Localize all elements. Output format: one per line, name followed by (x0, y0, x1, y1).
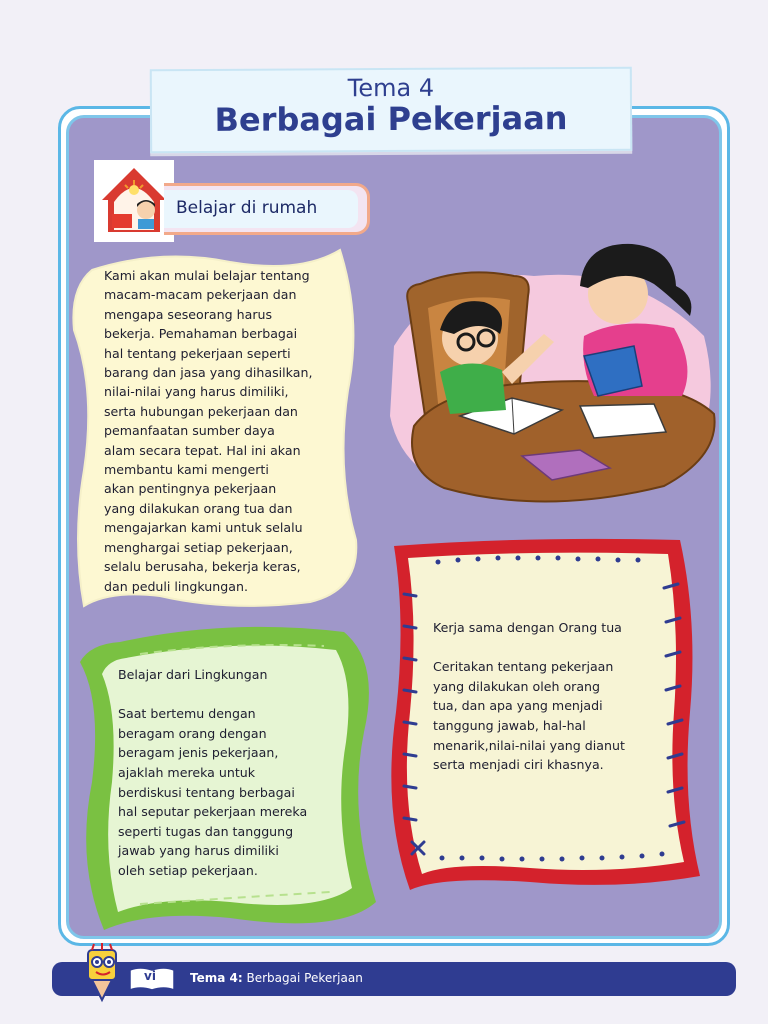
intro-line: pemanfaatan sumber daya (104, 423, 275, 439)
theme-number: Tema 4 (347, 73, 435, 103)
intro-paragraph (104, 266, 354, 596)
parents-heading: Kerja sama dengan Orang tua (433, 620, 622, 635)
theme-title: Berbagai Pekerjaan (214, 99, 568, 139)
environment-line: beragam orang dengan (118, 725, 267, 741)
section-label-home: Belajar di rumah (164, 190, 358, 228)
footer-theme-prefix: Tema 4: (190, 971, 243, 985)
intro-line: serta hubungan pekerjaan dan (104, 403, 298, 419)
environment-heading: Belajar dari Lingkungan (118, 667, 268, 682)
intro-line: hal tentang pekerjaan seperti (104, 345, 291, 361)
environment-line: seperti tugas dan tanggung (118, 823, 294, 839)
intro-line: alam secara tepat. Hal ini akan (104, 442, 301, 458)
environment-text (118, 665, 358, 881)
intro-line: barang dan jasa yang dihasilkan, (104, 365, 313, 381)
footer-theme-label (190, 971, 363, 985)
intro-line: Kami akan mulai belajar tentang (104, 268, 310, 283)
intro-line: membantu kami mengerti (104, 462, 269, 478)
intro-line: macam-macam pekerjaan dan (104, 287, 297, 303)
intro-line: mengapa seseorang harus (104, 306, 273, 322)
intro-line: mengajarkan kami untuk selalu (104, 520, 303, 536)
parents-line: tanggung jawab, hal-hal (433, 717, 586, 733)
parents-line: Ceritakan tentang pekerjaan (433, 659, 614, 675)
environment-line: beragam jenis pekerjaan, (118, 745, 279, 761)
intro-line: akan pentingnya pekerjaan (104, 481, 277, 497)
pencil-mascot-icon (78, 942, 128, 1004)
parents-line: serta menjadi ciri khasnya. (433, 757, 604, 773)
parents-line: tua, dan apa yang menjadi (433, 698, 603, 714)
footer-theme-name: Berbagai Pekerjaan (246, 971, 363, 985)
section-label-pill (164, 183, 370, 235)
environment-line: Saat bertemu dengan (118, 706, 256, 722)
parents-text (433, 618, 665, 775)
parents-line: menarik,nilai-nilai yang dianut (433, 737, 625, 753)
intro-line: bekerja. Pemahaman berbagai (104, 326, 298, 342)
parents-line: yang dilakukan oleh orang (433, 678, 601, 694)
intro-line: selalu berusaha, bekerja keras, (104, 559, 301, 575)
intro-line: dan peduli lingkungan. (104, 578, 248, 594)
home-study-icon (94, 160, 174, 242)
environment-line: hal seputar pekerjaan mereka (118, 804, 308, 820)
environment-line: ajaklah mereka untuk (118, 764, 256, 780)
parent-child-study-illustration (384, 226, 718, 508)
page-number: vi (144, 969, 156, 983)
intro-line: menghargai setiap pekerjaan, (104, 539, 293, 555)
environment-line: berdiskusi tentang berbagai (118, 784, 295, 800)
intro-line: nilai-nilai yang harus dimiliki, (104, 384, 289, 400)
intro-line: yang dilakukan orang tua dan (104, 500, 293, 516)
environment-line: jawab yang harus dimiliki (118, 843, 279, 859)
title-banner (150, 67, 632, 154)
environment-line: oleh setiap pekerjaan. (118, 862, 258, 878)
